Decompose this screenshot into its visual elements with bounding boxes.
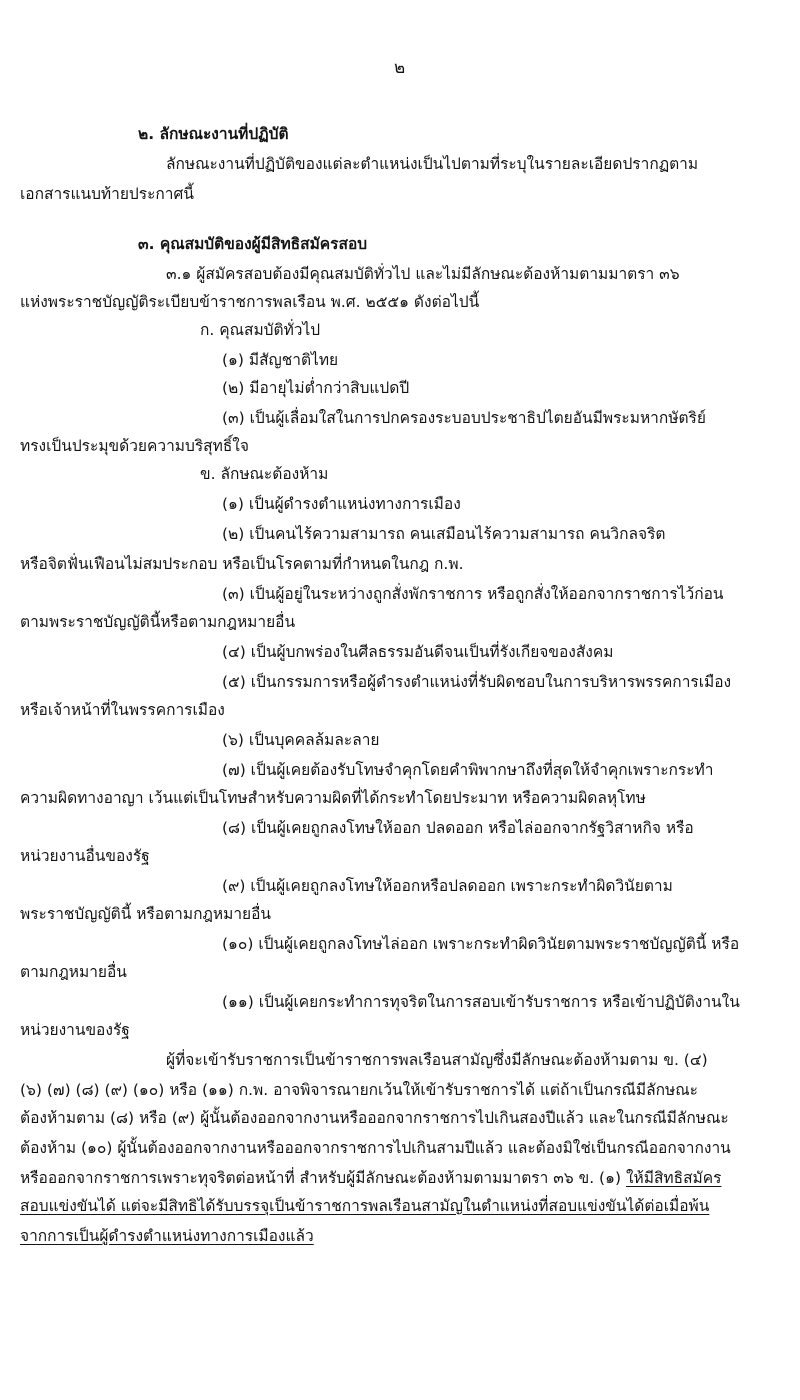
paragraph-line: (๖) (๗) (๘) (๙) (๑๐) หรือ (๑๑) ก.พ. อาจพิจารณายกเว้นให้เข้ารับราชการได้ แต่ถ้าเป็นกรณีมีลักษณะ <box>20 1081 698 1099</box>
list-item-continued: ตามพระราชบัญญัตินี้หรือตามกฎหมายอื่น <box>20 613 296 631</box>
list-item-continued: หรือเจ้าหน้าที่ในพรรคการเมือง <box>20 701 225 719</box>
list-item-continued: ทรงเป็นประมุขด้วยความบริสุทธิ์ใจ <box>20 437 249 455</box>
paragraph-line: ลักษณะงานที่ปฏิบัติของแต่ละตำแหน่งเป็นไปตามที่ระบุในรายละเอียดปรากฏตาม <box>166 155 699 173</box>
list-item: (๘) เป็นผู้เคยถูกลงโทษให้ออก ปลดออก หรือไล่ออกจากรัฐวิสาหกิจ หรือ <box>222 819 694 837</box>
underlined-line: จากการเป็นผู้ดำรงตำแหน่งทางการเมืองแล้ว <box>20 1227 314 1245</box>
section3-heading: ๓. คุณสมบัติของผู้มีสิทธิสมัครสอบ <box>138 235 368 253</box>
list-item: (๒) มีอายุไม่ต่ำกว่าสิบแปดปี <box>222 379 410 397</box>
paragraph-line: แห่งพระราชบัญญัติระเบียบข้าราชการพลเรือน พ.ศ. ๒๕๕๑ ดังต่อไปนี้ <box>20 293 480 311</box>
list-item: (๔) เป็นผู้บกพร่องในศีลธรรมอันดีจนเป็นที่รังเกียจของสังคม <box>222 643 614 661</box>
list-item: (๑๐) เป็นผู้เคยถูกลงโทษไล่ออก เพราะกระทำผิดวินัยตามพระราชบัญญัตินี้ หรือ <box>222 935 740 953</box>
list-item: (๖) เป็นบุคคลล้มละลาย <box>222 731 380 749</box>
list-item-continued: ความผิดทางอาญา เว้นแต่เป็นโทษสำหรับความผิดที่ได้กระทำโดยประมาท หรือความผิดลหุโทษ <box>20 789 646 807</box>
list-item: (๓) เป็นผู้เลื่อมใสในการปกครองระบอบประชาธิปไตยอันมีพระมหากษัตริย์ <box>222 409 706 427</box>
paragraph-line: ต้องห้าม (๑๐) ผู้นั้นต้องออกจากงานหรือออกจากราชการไปเกินสามปีแล้ว และต้องมิใช่เป็นกรณีออกจากงาน <box>20 1139 731 1157</box>
list-item: (๗) เป็นผู้เคยต้องรับโทษจำคุกโดยคำพิพากษาถึงที่สุดให้จำคุกเพราะกระทำ <box>222 761 714 779</box>
list-item-continued: พระราชบัญญัตินี้ หรือตามกฎหมายอื่น <box>20 905 272 923</box>
list-item: (๑) เป็นผู้ดำรงตำแหน่งทางการเมือง <box>222 495 461 513</box>
paragraph-line: เอกสารแนบท้ายประกาศนี้ <box>20 185 194 203</box>
underlined-line: สอบแข่งขันได้ แต่จะมีสิทธิได้รับบรรจุเป็นข้าราชการพลเรือนสามัญในตำแหน่งที่สอบแข่งขันได้ต่อเมื่อพ้น <box>20 1197 710 1215</box>
list-item: (๑๑) เป็นผู้เคยกระทำการทุจริตในการสอบเข้ารับราชการ หรือเข้าปฏิบัติงานใน <box>222 993 740 1011</box>
paragraph-line: ๓.๑ ผู้สมัครสอบต้องมีคุณสมบัติทั่วไป และไม่มีลักษณะต้องห้ามตามมาตรา ๓๖ <box>166 265 680 283</box>
paragraph-text: หรือออกจากราชการเพราะทุจริตต่อหน้าที่ สำหรับผู้มีลักษณะต้องห้ามตามมาตรา ๓๖ ข. (๑) <box>20 1169 621 1187</box>
subsection-title: ก. คุณสมบัติทั่วไป <box>200 321 321 339</box>
section2-heading: ๒. ลักษณะงานที่ปฏิบัติ <box>138 125 289 143</box>
paragraph-line: ผู้ที่จะเข้ารับราชการเป็นข้าราชการพลเรือนสามัญซึ่งมีลักษณะต้องห้ามตาม ข. (๔) <box>166 1051 708 1069</box>
paragraph-line: ต้องห้ามตาม (๘) หรือ (๙) ผู้นั้นต้องออกจากงานหรือออกจากราชการไปเกินสองปีแล้ว และในกรณีมีลักษณะ <box>20 1109 729 1127</box>
paragraph-line <box>20 1168 721 1188</box>
list-item: (๑) มีสัญชาติไทย <box>222 351 339 369</box>
list-item-continued: หน่วยงานอื่นของรัฐ <box>20 847 150 865</box>
list-item-continued: ตามกฎหมายอื่น <box>20 963 127 981</box>
list-item-continued: หน่วยงานของรัฐ <box>20 1021 130 1039</box>
page-number: ๒ <box>394 58 406 78</box>
subsection-title: ข. ลักษณะต้องห้าม <box>200 465 329 483</box>
list-item: (๕) เป็นกรรมการหรือผู้ดำรงตำแหน่งที่รับผิดชอบในการบริหารพรรคการเมือง <box>222 673 732 691</box>
list-item: (๙) เป็นผู้เคยถูกลงโทษให้ออกหรือปลดออก เพราะกระทำผิดวินัยตาม <box>222 877 673 895</box>
underlined-text: ให้มีสิทธิสมัคร <box>625 1169 722 1187</box>
list-item: (๒) เป็นคนไร้ความสามารถ คนเสมือนไร้ความสามารถ คนวิกลจริต <box>222 525 666 543</box>
list-item: (๓) เป็นผู้อยู่ในระหว่างถูกสั่งพักราชการ หรือถูกสั่งให้ออกจากราชการไว้ก่อน <box>222 585 724 603</box>
list-item-continued: หรือจิตฟั่นเฟือนไม่สมประกอบ หรือเป็นโรคตามที่กำหนดในกฎ ก.พ. <box>20 555 464 573</box>
